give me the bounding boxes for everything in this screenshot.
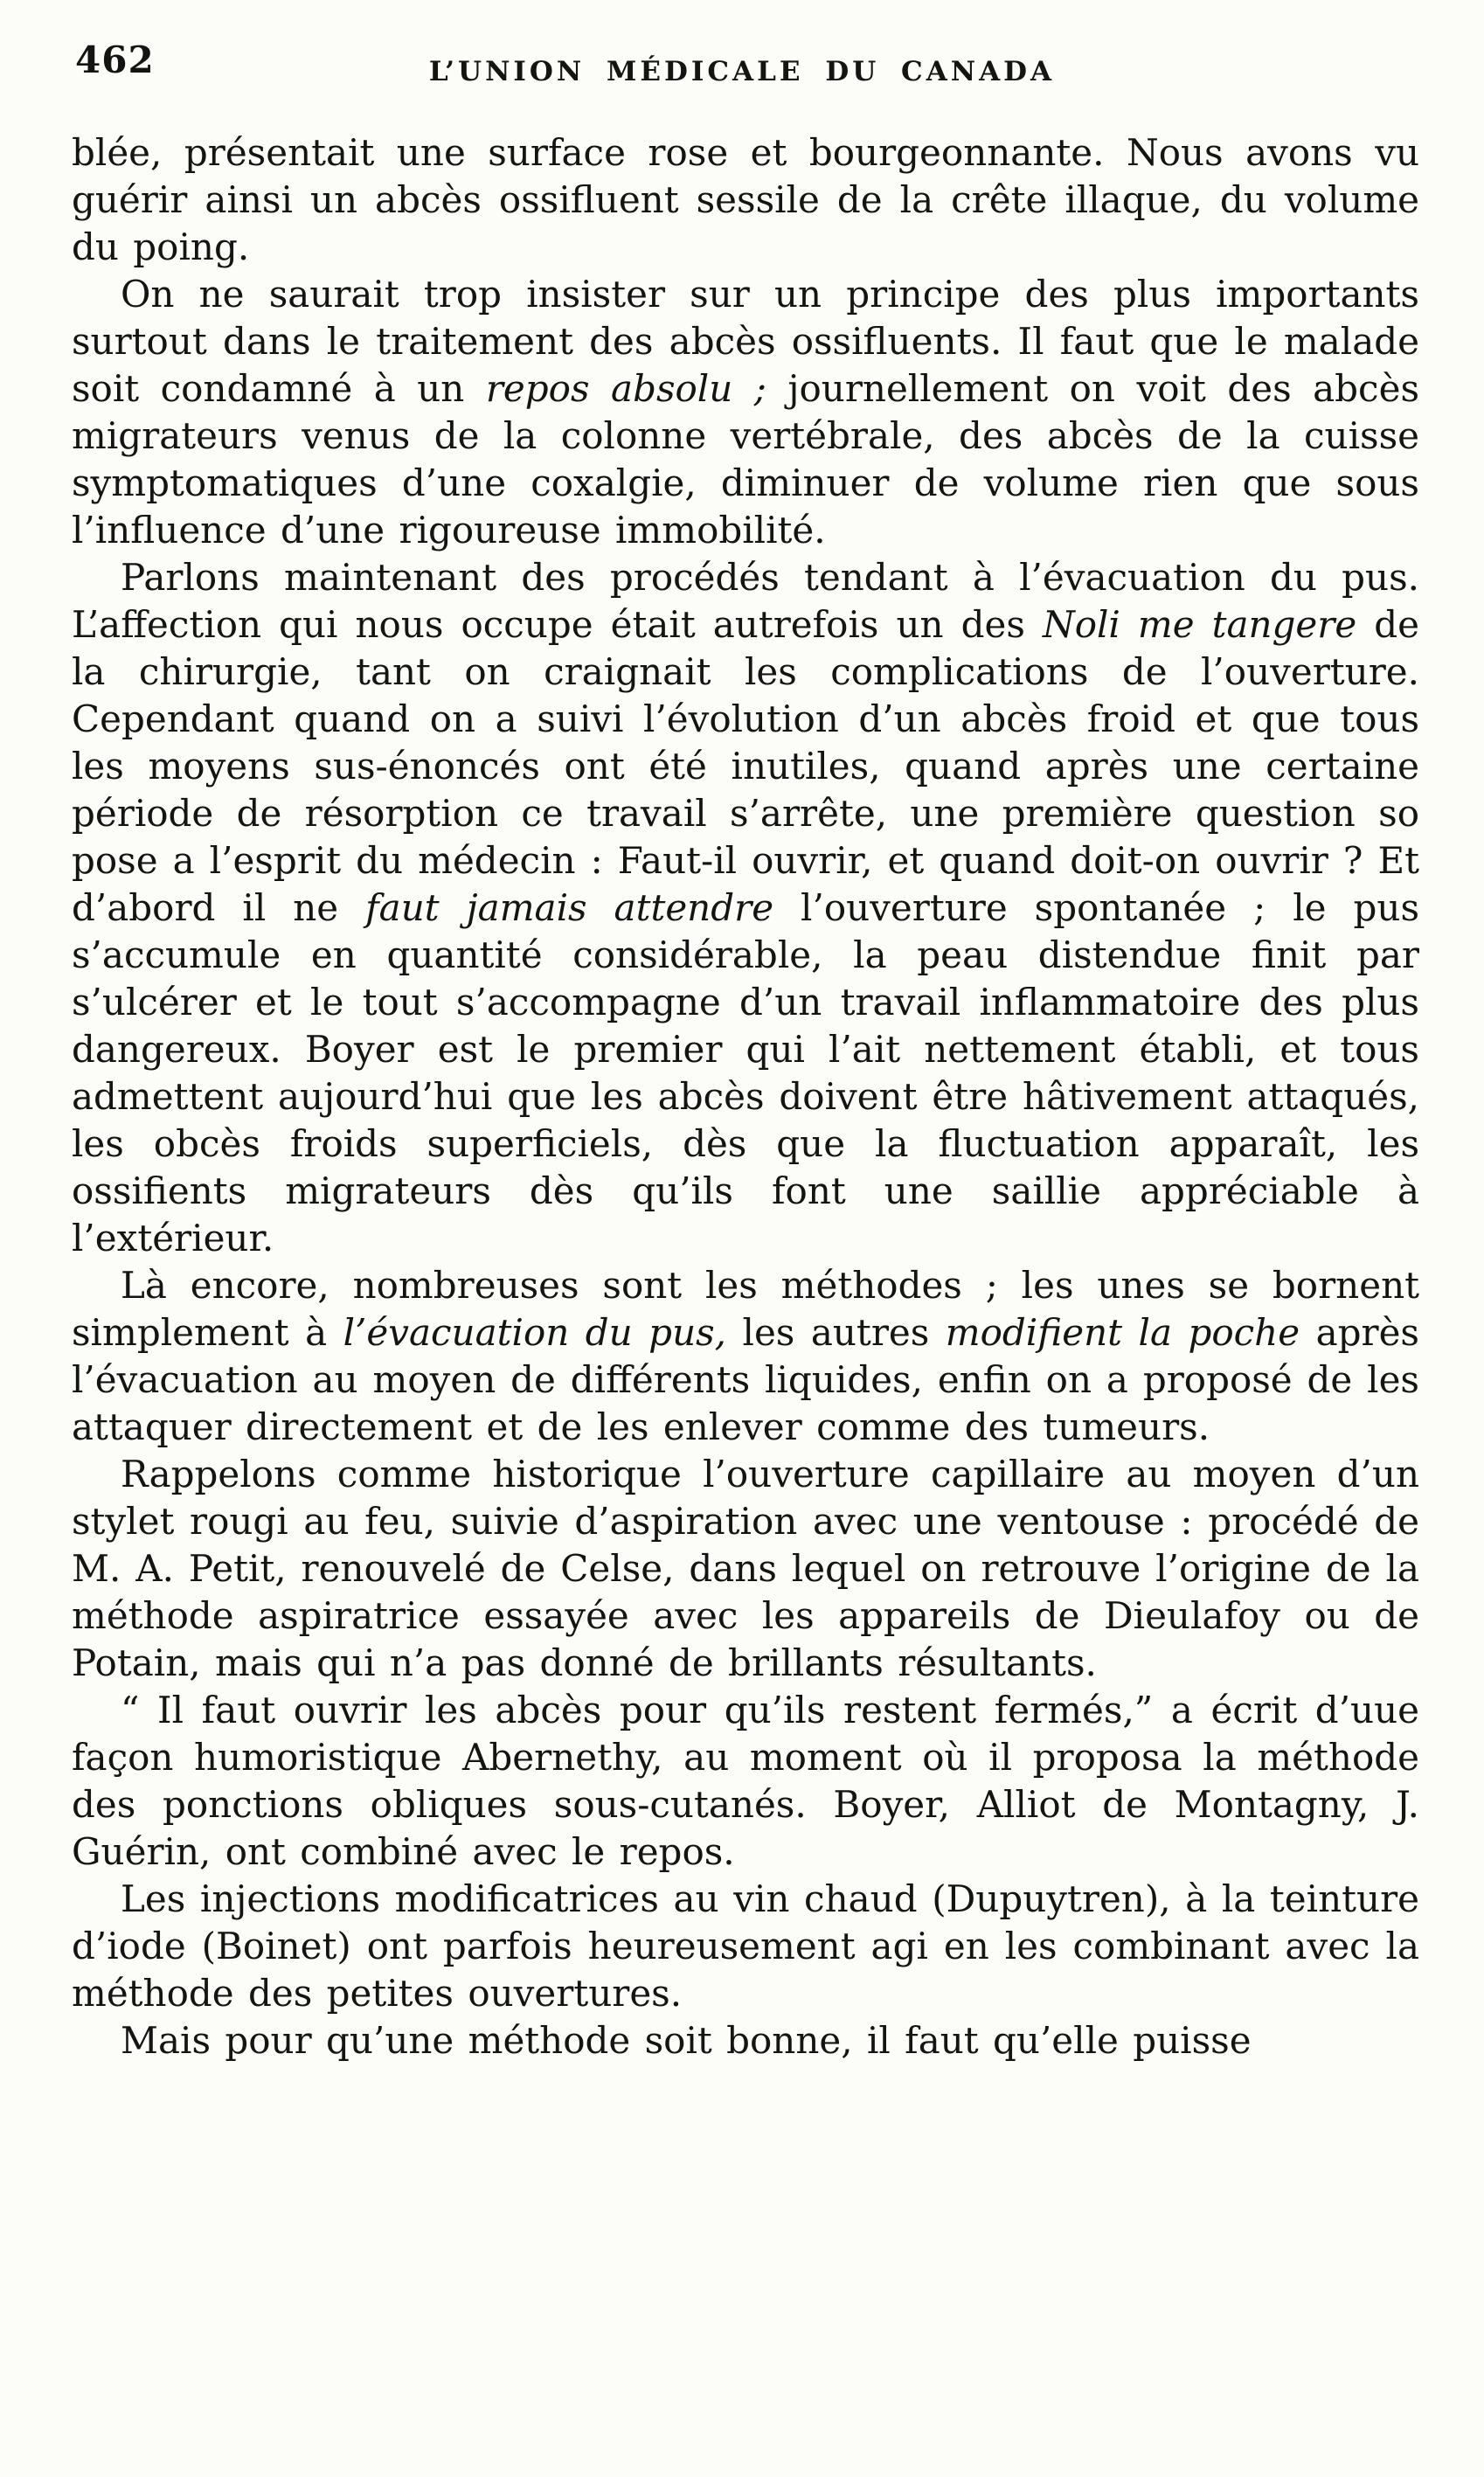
paragraph-8 (72, 2017, 1419, 2064)
body-text (72, 129, 1419, 2064)
italic-text-run: faut jamais attendre (365, 886, 774, 929)
text-run: Là encore, nombreuses sont les méthodes ; les unes se bornent simplement à (72, 1264, 1419, 1354)
text-run: après l’évacuation au moyen de différents liquides, enfin on a proposé de les attaquer directement et de les enlever comme des tumeurs. (72, 1311, 1419, 1448)
text-run: Les injections modificatrices au vin chaud (Dupuytren), à la teinture d’iode (Boinet) ont parfois heureusement agi en les combinant avec la méthode des petites ouvertures. (72, 1877, 1419, 2015)
page-header (0, 0, 1484, 98)
italic-text-run: l’évacuation du pus, (343, 1311, 727, 1354)
text-run: Parlons maintenant des procédés tendant à l’évacuation du pus. L’affection qui nous occupe était autrefois un des (72, 556, 1419, 646)
text-run: On ne saurait trop insister sur un principe des plus importants surtout dans le traitement des abcès ossifluents. Il faut que le malade soit condamné à un (72, 273, 1419, 410)
paragraph-4 (72, 1262, 1419, 1451)
paragraph-2 (72, 271, 1419, 554)
journal-header: L’UNION MÉDICALE DU CANADA (428, 56, 1056, 87)
paragraph-7 (72, 1876, 1419, 2017)
paragraph-5 (72, 1451, 1419, 1687)
italic-text-run: Noli me tangere (1042, 603, 1357, 646)
paragraph-3 (72, 554, 1419, 1262)
text-run: “ Il faut ouvrir les abcès pour qu’ils restent fermés,” a écrit d’uue façon humoristique Abernethy, au moment où il proposa la méthode des ponctions obliques sous-cutanés. Boyer, Alliot de Montagny, J. Guérin, ont combiné avec le repos. (72, 1689, 1419, 1873)
italic-text-run: modifient la poche (945, 1311, 1300, 1354)
paragraph-6 (72, 1687, 1419, 1876)
text-run: blée, présentait une surface rose et bourgeonnante. Nous avons vu guérir ainsi un abcès ossifluent sessile de la crête illaque, du volume du poing. (72, 131, 1419, 268)
text-run: Rappelons comme historique l’ouverture capillaire au moyen d’un stylet rougi au feu, suivie d’aspiration avec une ventouse : procédé de M. A. Petit, renouvelé de Celse, dans lequel on retrouve l’origine de la méthode aspiratrice essayée avec les appareils de Dieulafoy ou de Potain, mais qui n’a pas donné de brillants résultants. (72, 1453, 1419, 1684)
paragraph-1 (72, 129, 1419, 271)
page-number: 462 (75, 38, 155, 81)
text-run: journellement on voit des abcès migrateurs venus de la colonne vertébrale, des abcès de la cuisse symptomatiques d’une coxalgie, diminuer de volume rien que sous l’influence d’une rigoureuse immobilité. (72, 367, 1419, 552)
text-run: l’ouverture spontanée ; le pus s’accumule en quantité considérable, la peau distendue finit par s’ulcérer et le tout s’accompagne d’un travail inflammatoire des plus dangereux. Boyer est le premier qui l’ait nettement établi, et tous admettent aujourd’hui que les abcès doivent être hâtivement attaqués, les obcès froids superficiels, dès que la fluctuation apparaît, les ossifients migrateurs dès qu’ils font une saillie appréciable à l’extérieur. (72, 886, 1420, 1259)
text-run: les autres (726, 1311, 946, 1354)
italic-text-run: repos absolu ; (485, 367, 766, 410)
text-run: de la chirurgie, tant on craignait les complications de l’ouverture. Cependant quand on a suivi l’évolution d’un abcès froid et que tous les moyens sus-énoncés ont été inutiles, quand après une certaine période de résorption ce travail s’arrête, une première question so pose a l’esprit du médecin : Faut-il ouvrir, et quand doit-on ouvrir ? Et d’abord il ne (72, 603, 1419, 929)
text-run: Mais pour qu’une méthode soit bonne, il faut qu’elle puisse (121, 2019, 1252, 2062)
